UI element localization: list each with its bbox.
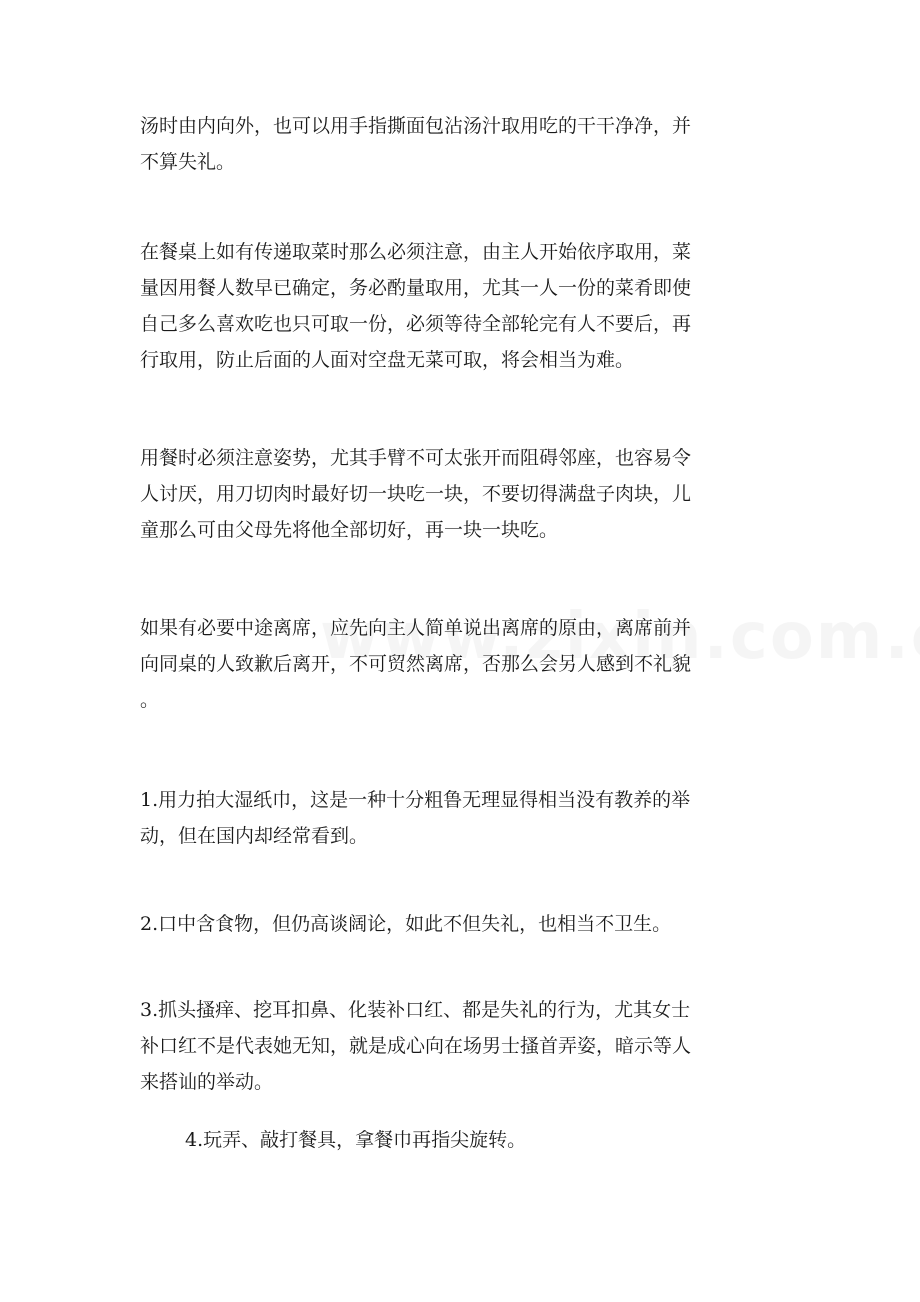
text-line: 2.口中含食物，但仍高谈阔论，如此不但失礼，也相当不卫生。 xyxy=(140,913,672,935)
text-line: 在餐桌上如有传递取菜时那么必须注意，由主人开始依序取用，菜 xyxy=(140,241,692,263)
list-item-3 xyxy=(140,992,780,1100)
text-line: 来搭讪的举动。 xyxy=(140,1071,274,1093)
text-line: 向同桌的人致歉后离开，不可贸然离席，否那么会另人感到不礼貌 xyxy=(140,653,692,675)
text-line: 不算失礼。 xyxy=(140,151,236,173)
text-line: 1.用力拍大湿纸巾，这是一种十分粗鲁无理显得相当没有教养的举 xyxy=(140,789,691,811)
paragraph-posture xyxy=(140,440,780,548)
list-item-2 xyxy=(140,906,780,942)
text-line: 如果有必要中途离席，应先向主人简单说出离席的原由，离席前并 xyxy=(140,617,692,639)
text-line: 3.抓头搔痒、挖耳扣鼻、化装补口红、都是失礼的行为，尤其女士 xyxy=(140,999,691,1021)
text-line: 动，但在国内却经常看到。 xyxy=(140,825,369,847)
text-line: 补口红不是代表她无知，就是成心向在场男士搔首弄姿，暗示等人 xyxy=(140,1035,692,1057)
text-line: 童那么可由父母先将他全部切好，再一块一块吃。 xyxy=(140,519,559,541)
text-line: 用餐时必须注意姿势，尤其手臂不可太张开而阻碍邻座，也容易令 xyxy=(140,447,692,469)
list-item-1 xyxy=(140,782,780,854)
list-item-4 xyxy=(185,1122,825,1158)
paragraph-passing-dishes xyxy=(140,234,780,378)
paragraph-soup-bread xyxy=(140,108,780,180)
text-line: 自己多么喜欢吃也只可取一份，必须等待全部轮完有人不要后，再 xyxy=(140,313,692,335)
text-line: 行取用，防止后面的人面对空盘无菜可取，将会相当为难。 xyxy=(140,349,635,371)
paragraph-leaving-table xyxy=(140,610,780,718)
text-line: 4.玩弄、敲打餐具，拿餐巾再指尖旋转。 xyxy=(185,1129,527,1151)
text-line: 量因用餐人数早已确定，务必酌量取用，尤其一人一份的菜肴即使 xyxy=(140,277,692,299)
text-line: 。 xyxy=(140,689,160,711)
text-line: 汤时由内向外，也可以用手指撕面包沾汤汁取用吃的干干净净，并 xyxy=(140,115,692,137)
text-line: 人讨厌，用刀切肉时最好切一块吃一块，不要切得满盘子肉块，儿 xyxy=(140,483,692,505)
